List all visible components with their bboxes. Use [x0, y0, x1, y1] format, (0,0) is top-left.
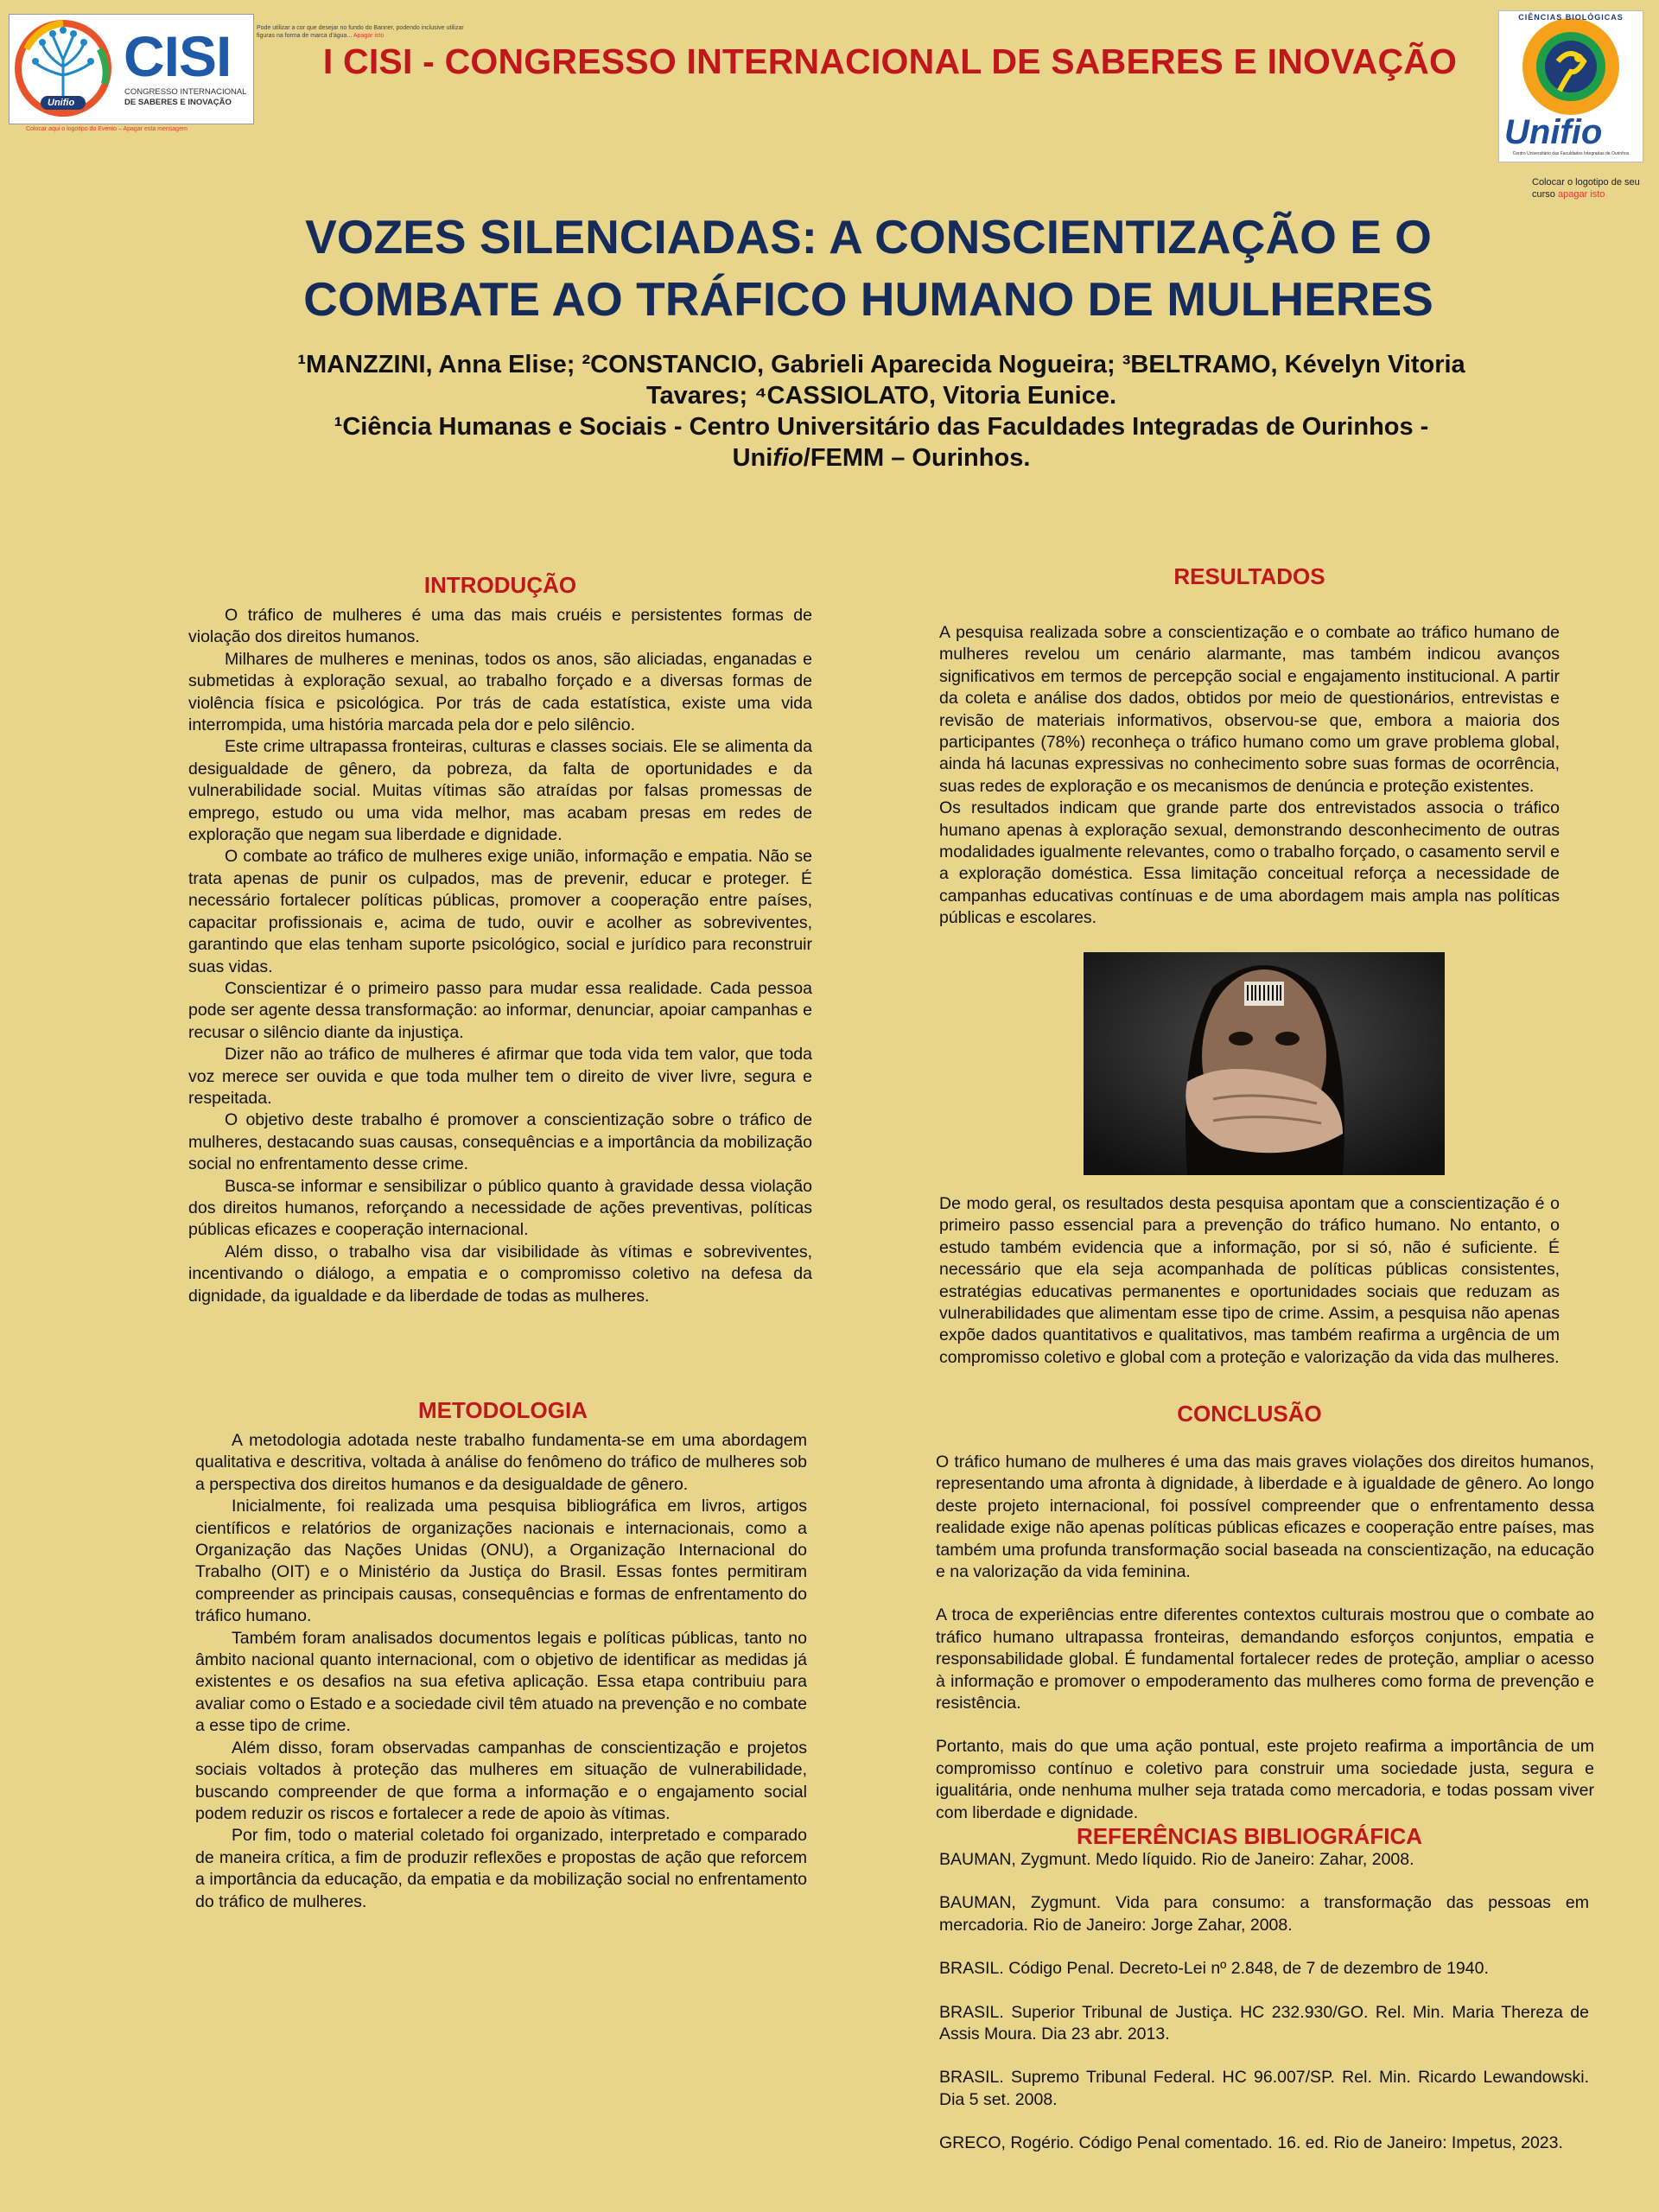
resultados-text-bottom	[939, 1193, 1560, 1369]
cisi-subtitle-2: DE SABERES E INOVAÇÃO	[124, 98, 232, 107]
introducao-heading: INTRODUÇÃO	[423, 572, 577, 598]
paragraph: De modo geral, os resultados desta pesquisa apontam que a conscientização é o primeiro passo essencial para a prevenção do tráfico humano. No entanto, o estudo também evidencia que a informação, por si só, não é suficiente. É necessário que ela seja acompanhada de políticas públicas consistentes, estratégias educativas permanentes e oportunidades sociais que reduzam as vulnerabilidades que alimentam esse tipo de crime. Assim, a pesquisa não apenas expõe dados quantitativos e qualitativos, mas também reafirma a urgência de um compromisso coletivo e global com a proteção e valorização da vida das mulheres.	[939, 1194, 1560, 1367]
referencias-heading: REFERÊNCIAS BIBLIOGRÁFICA	[1076, 1823, 1423, 1849]
unifio-wordmark: Unifio	[1504, 113, 1603, 151]
resultados-text-top	[939, 622, 1560, 930]
reference-item: BAUMAN, Zygmunt. Medo líquido. Rio de Janeiro: Zahar, 2008.	[939, 1850, 1414, 1869]
banner-note-text: Pode utilizar a cor que desejar no fundo do Banner, podendo inclusive utilizar figuras na forma de marca d'água...	[257, 25, 464, 39]
silenced-woman-image	[1084, 952, 1445, 1175]
event-logo-note: Colocar aqui o logotipo do Evento – Apagar esta mensagem	[26, 126, 188, 132]
unifio-logo	[1498, 10, 1643, 162]
paragraph: O tráfico de mulheres é uma das mais cruéis e persistentes formas de violação dos direitos humanos.	[188, 606, 812, 647]
paragraph: A metodologia adotada neste trabalho fundamenta-se em uma abordagem qualitativa e descritiva, voltada à análise do fenômeno do tráfico de mulheres sob a perspectiva dos direitos humanos e da desigualdade de gênero.	[195, 1431, 807, 1494]
paragraph: Por fim, todo o material coletado foi organizado, interpretado e comparado de maneira crítica, a fim de produzir reflexões e propostas de ação que reforcem a importância da educação, da empatia e da mobilização social no enfrentamento do tráfico de mulheres.	[195, 1826, 807, 1911]
affiliation-line-1: ¹Ciência Humanas e Sociais - Centro Universitário das Faculdades Integradas de Ourinhos -	[334, 413, 1429, 441]
authors-block	[233, 349, 1529, 474]
introducao-text	[188, 605, 812, 1307]
metodologia-heading: METODOLOGIA	[418, 1397, 588, 1423]
banner-note-link: Apagar isto	[353, 33, 385, 39]
paragraph: Dizer não ao tráfico de mulheres é afirmar que toda vida tem valor, que toda voz merece ser ouvida e que toda mulher tem o direito de viver livre, segura e respeitada.	[188, 1045, 812, 1108]
banner-note	[257, 24, 481, 40]
authors-line-1: ¹MANZZINI, Anna Elise; ²CONSTANCIO, Gabrieli Aparecida Nogueira; ³BELTRAMO, Kévelyn Vitoria	[297, 351, 1465, 378]
referencias-list	[939, 1849, 1589, 2177]
reference-item: GRECO, Rogério. Código Penal comentado. 16. ed. Rio de Janeiro: Impetus, 2023.	[939, 2133, 1563, 2153]
paragraph: Portanto, mais do que uma ação pontual, este projeto reafirma a importância de um compromisso contínuo e coletivo para construir uma sociedade justa, segura e igualitária, onde nenhuma mulher seja tratada como mercadoria, e todas possam viver com liberdade e dignidade.	[936, 1737, 1594, 1822]
paragraph: Este crime ultrapassa fronteiras, culturas e classes sociais. Ele se alimenta da desigualdade de gênero, da pobreza, da falta de oportunidades e da vulnerabilidade social. Muitas vítimas são atraídas por falsas promessas de emprego, estudo ou uma vida melhor, mas acabam presas em redes de exploração que negam sua liberdade e dignidade.	[188, 737, 812, 845]
resultados-heading: RESULTADOS	[1173, 563, 1325, 589]
paragraph: Milhares de mulheres e meninas, todos os anos, são aliciadas, enganadas e submetidas à exploração sexual, ao trabalho forçado e a diversas formas de violência física e psicológica. Por trás de cada estatística, existe uma vida interrompida, uma história marcada pela dor e pelo silêncio.	[188, 649, 812, 735]
paragraph: A troca de experiências entre diferentes contextos culturais mostrou que o combate ao tráfico humano ultrapassa fronteiras, demandando esforços conjuntos, empatia e responsabilidade global. É fundamental fortalecer redes de proteção, ampliar o acesso à informação e promover o empoderamento das mulheres como forma de prevenção e resistência.	[936, 1605, 1594, 1713]
conclusao-text	[936, 1452, 1594, 1824]
title-line-1: VOZES SILENCIADAS: A CONSCIENTIZAÇÃO E O	[305, 210, 1432, 264]
metodologia-text	[195, 1430, 807, 1913]
paragraph: Os resultados indicam que grande parte dos entrevistados associa o tráfico humano apenas à exploração sexual, demonstrando desconhecimento de outras modalidades igualmente relevantes, como o trabalho forçado, o casamento servil e a exploração doméstica. Essa limitação conceitual reforça a necessidade de campanhas educativas contínuas e de uma abordagem mais ampla nas políticas públicas e escolares.	[939, 798, 1560, 928]
reference-item: BRASIL. Superior Tribunal de Justiça. HC 232.930/GO. Rel. Min. Maria Thereza de Assis Moura. Dia 23 abr. 2013.	[939, 2002, 1589, 2044]
affiliation-line-2: Unifio/FEMM – Ourinhos.	[732, 444, 1031, 472]
title-line-2: COMBATE AO TRÁFICO HUMANO DE MULHERES	[303, 272, 1433, 326]
congress-title: I CISI - CONGRESSO INTERNACIONAL DE SABERES E INOVAÇÃO	[322, 41, 1458, 81]
conclusao-heading: CONCLUSÃO	[1177, 1401, 1322, 1427]
cisi-wordmark: CISI	[124, 24, 232, 88]
woman-barcode-photo	[1084, 952, 1445, 1175]
poster-title	[207, 206, 1529, 330]
paragraph: Além disso, o trabalho visa dar visibilidade às vítimas e sobreviventes, incentivando o diálogo, a empatia e o compromisso coletivo na defesa da dignidade, da igualdade e da liberdade de todas as mulheres.	[188, 1242, 812, 1306]
paragraph: O combate ao tráfico de mulheres exige união, informação e empatia. Não se trata apenas de punir os culpados, mas de prevenir, educar e proteger. É necessário fortalecer políticas públicas, promover a cooperação entre países, capacitar profissionais e, acima de tudo, ouvir e acolher as sobreviventes, garantindo que elas tenham suporte psicológico, social e jurídico para reconstruir suas vidas.	[188, 847, 812, 976]
course-logo-note	[1532, 176, 1644, 200]
unifio-badge: Unifio	[48, 98, 75, 108]
paragraph: Além disso, foram observadas campanhas de conscientização e projetos sociais voltados à proteção das mulheres em situação de vulnerabilidade, buscando compreender de que forma a informação e o engajamento social podem reduzir os riscos e fortalecer a rede de apoio às vítimas.	[195, 1738, 807, 1823]
authors-line-2: Tavares; ⁴CASSIOLATO, Vitoria Eunice.	[645, 382, 1117, 410]
paragraph: A pesquisa realizada sobre a conscientização e o combate ao tráfico humano de mulheres revelou um cenário alarmante, mas também indicou avanços significativos em termos de percepção social e engajamento institucional. A partir da coleta e análise dos dados, obtidos por meio de questionários, entrevistas e revisão de materiais informativos, observou-se que, embora a maioria dos participantes (78%) reconheça o tráfico humano como um grave problema global, ainda há lacunas expressivas no conhecimento sobre suas formas de ocorrência, suas redes de exploração e os mecanismos de denúncia e proteção existentes.	[939, 623, 1560, 796]
paragraph: Também foram analisados documentos legais e políticas públicas, tanto no âmbito nacional quanto internacional, com o objetivo de identificar as medidas já existentes e os desafios na sua efetiva aplicação. Essa etapa contribuiu para avaliar como o Estado e a sociedade civil têm atuado na prevenção e no combate a esse tipo de crime.	[195, 1628, 807, 1736]
paragraph: Conscientizar é o primeiro passo para mudar essa realidade. Cada pessoa pode ser agente dessa transformação: ao informar, denunciar, apoiar campanhas e recusar o silêncio diante da injustiça.	[188, 978, 812, 1042]
course-logo-note-link: apagar isto	[1557, 189, 1605, 200]
cisi-logo	[9, 14, 254, 124]
paragraph: O objetivo deste trabalho é promover a conscientização sobre o tráfico de mulheres, destacando suas causas, consequências e a importância da mobilização social no enfrentamento desse crime.	[188, 1110, 812, 1174]
unifio-subtitle: Centro Universitário das Faculdades Integradas de Ourinhos	[1512, 151, 1630, 156]
reference-item: BAUMAN, Zygmunt. Vida para consumo: a transformação das pessoas em mercadoria. Rio de Janeiro: Jorge Zahar, 2008.	[939, 1893, 1589, 1935]
unifio-arc-label: CIÊNCIAS BIOLÓGICAS	[1518, 13, 1624, 22]
reference-item: BRASIL. Código Penal. Decreto-Lei nº 2.848, de 7 de dezembro de 1940.	[939, 1959, 1489, 1979]
paragraph: Busca-se informar e sensibilizar o público quanto à gravidade dessa violação dos direitos humanos, reforçando a necessidade de ações preventivas, políticas públicas eficazes e cooperação internacional.	[188, 1176, 812, 1240]
reference-item: BRASIL. Supremo Tribunal Federal. HC 96.007/SP. Rel. Min. Ricardo Lewandowski. Dia 5 set. 2008.	[939, 2068, 1589, 2109]
paragraph: O tráfico humano de mulheres é uma das mais graves violações dos direitos humanos, representando uma afronta à dignidade, à liberdade e à igualdade de gênero. Ao longo deste projeto internacional, foi possível compreender que o enfrentamento dessa realidade exige não apenas políticas públicas eficazes e cooperação entre países, mas também uma profunda transformação social baseada na conscientização, na educação e na valorização da vida feminina.	[936, 1452, 1594, 1582]
paragraph: Inicialmente, foi realizada uma pesquisa bibliográfica em livros, artigos científicos e relatórios de organizações nacionais e internacionais, como a Organização das Nações Unidas (ONU), a Organização Internacional do Trabalho (OIT) e o Ministério da Justiça do Brasil. Essas fontes permitiram compreender as principais causas, consequências e formas de enfrentamento do tráfico humano.	[195, 1497, 807, 1626]
cisi-subtitle-1: CONGRESSO INTERNACIONAL	[124, 87, 247, 97]
course-logo-note-text: Colocar o logotipo de seu curso	[1532, 177, 1640, 200]
